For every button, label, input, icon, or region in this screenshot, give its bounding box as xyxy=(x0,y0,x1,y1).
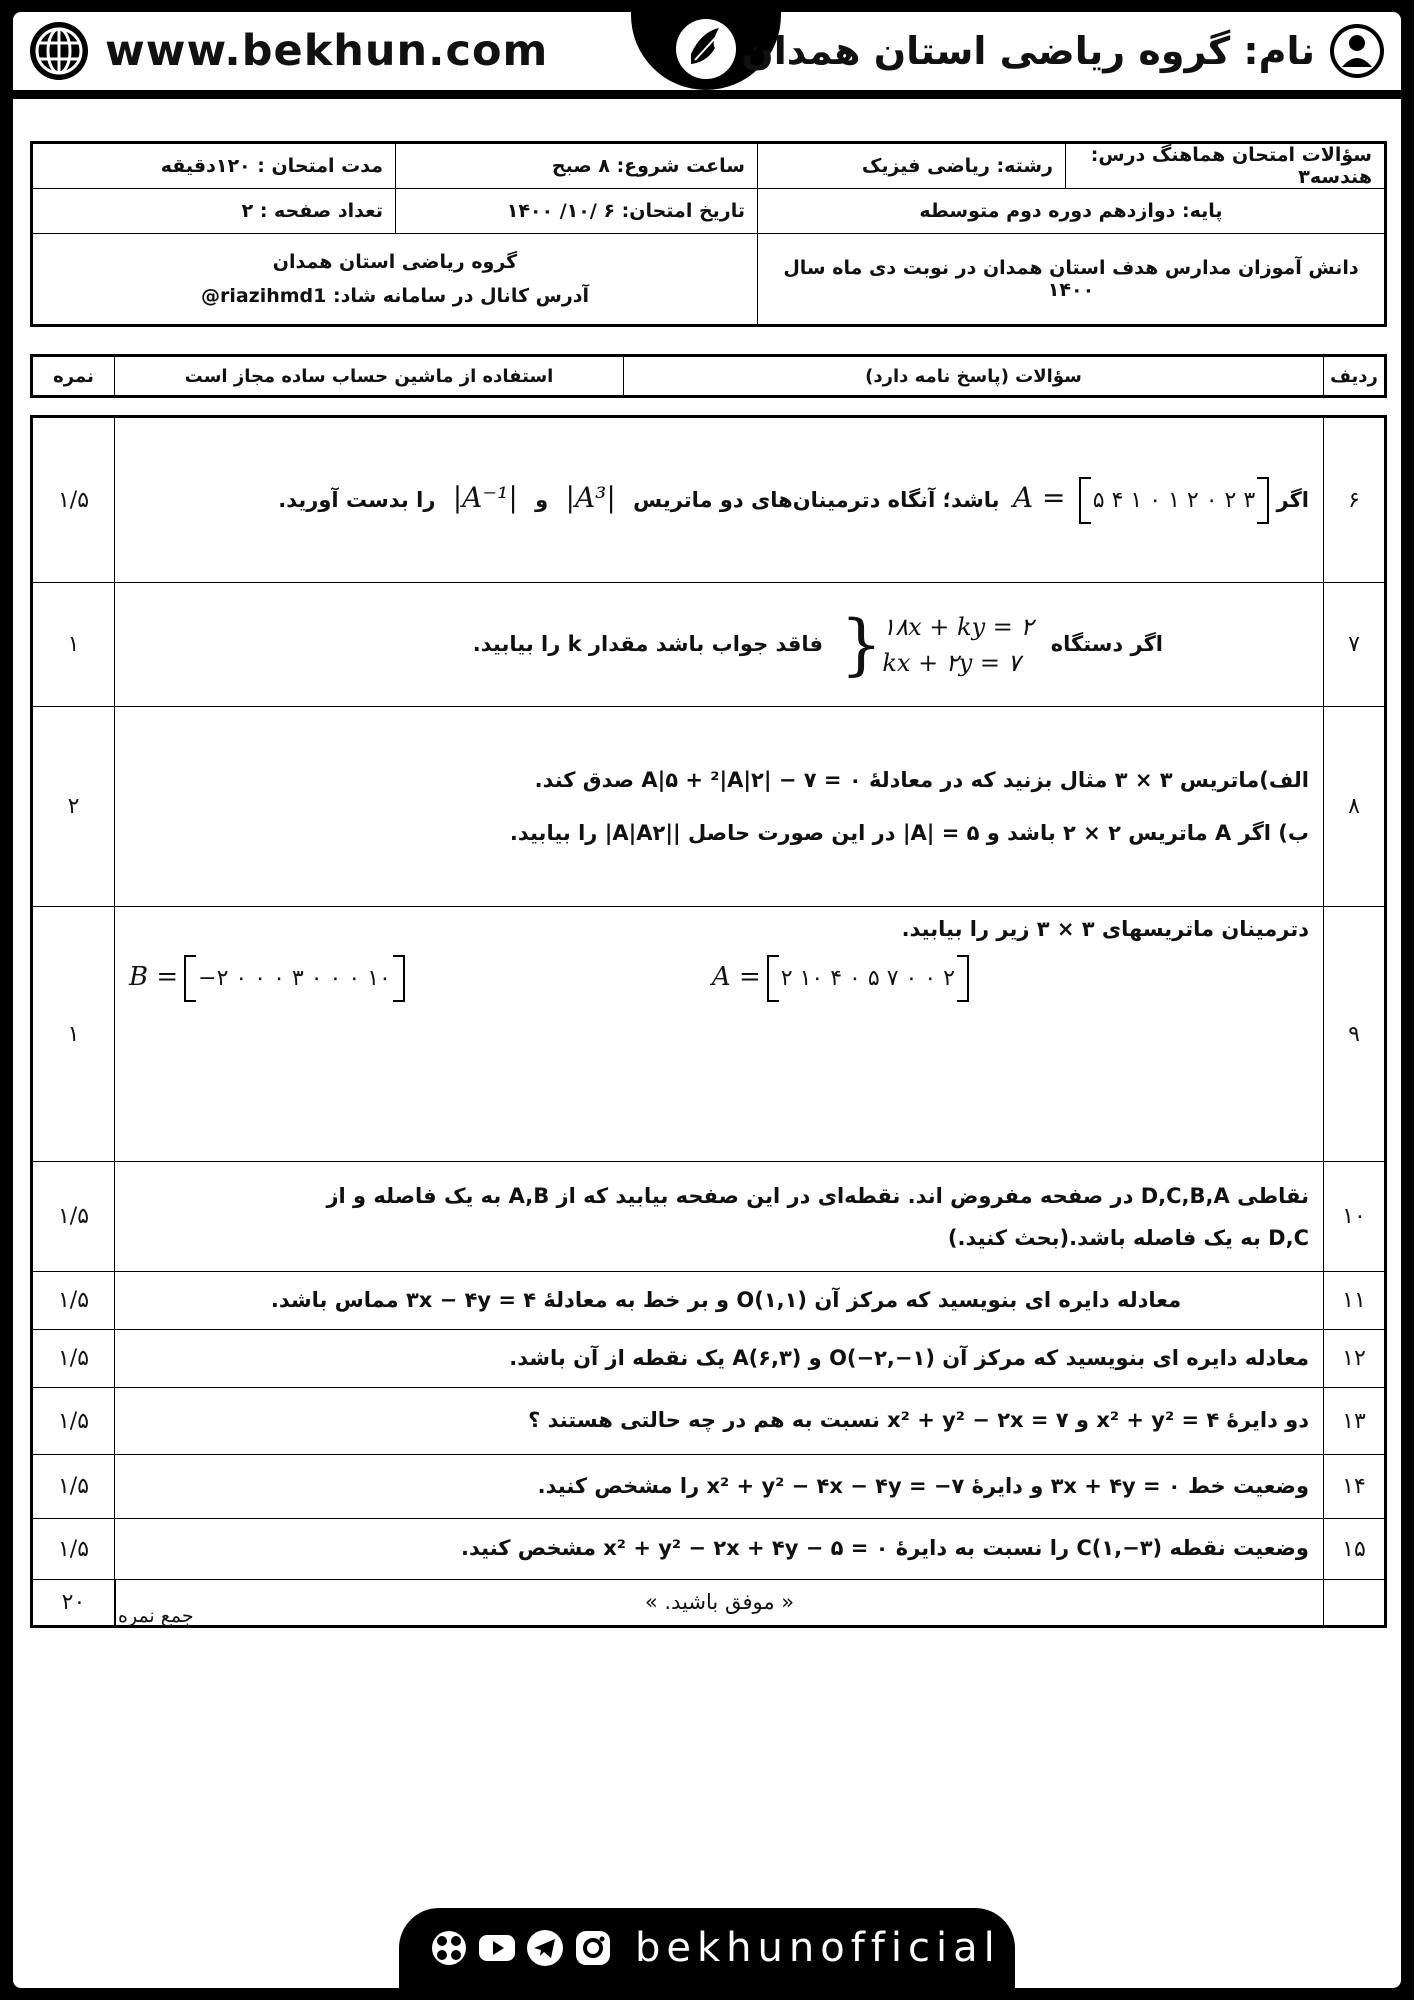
question-score: ۱/۵ xyxy=(32,1330,115,1388)
question-row xyxy=(32,1272,1386,1330)
matrix-cell: ۱۰ xyxy=(799,965,824,991)
social-bar xyxy=(399,1908,1015,1988)
duration-cell: مدت امتحان : ۱۲۰دقیقه xyxy=(32,143,396,189)
header-divider xyxy=(13,90,1401,99)
question-score: ۱/۵ xyxy=(32,417,115,583)
matrix-cell: ۰ xyxy=(254,965,267,991)
question-text: وضعیت خط ۰ = ۳x + ۴y و دایرهٔ ۷− = x² + y² − ۴x − ۴y را مشخص کنید. xyxy=(115,1455,1324,1519)
q10-line2: D,C به یک فاصله باشد.(بحث کنید.) xyxy=(947,1225,1309,1250)
q7-brace: { xyxy=(840,605,883,683)
total-row-content xyxy=(115,1580,1324,1627)
header-left xyxy=(13,12,548,90)
matrix-cell: ۰ xyxy=(1205,488,1218,514)
q6-post: را بدست آورید. xyxy=(278,487,436,512)
matrix-a xyxy=(712,955,969,1002)
question-text: معادله دایره ای بنویسید که مرکز آن O(−۲,−۱) و A(۶,۳) یک نقطه از آن باشد. xyxy=(115,1330,1324,1388)
questions-col-header: سؤالات (پاسخ نامه دارد) xyxy=(624,356,1324,397)
question-text xyxy=(115,583,1324,707)
question-text xyxy=(115,707,1324,907)
total-row-flex xyxy=(115,1580,1323,1625)
question-number: ۱۵ xyxy=(1324,1519,1386,1580)
total-score-cell xyxy=(32,1580,115,1627)
matrix-cell: ۰ xyxy=(905,965,918,991)
q6-det-a3: |A³| xyxy=(565,480,616,514)
q6-matrix-body xyxy=(1079,477,1269,524)
question-number: ۹ xyxy=(1324,907,1386,1162)
matrix-cell: ۳ xyxy=(291,965,304,991)
q6-eq: A = xyxy=(1012,480,1066,514)
bekhun-logo[interactable] xyxy=(671,14,741,84)
question-row xyxy=(32,583,1386,707)
matrix-cell: ۰ xyxy=(348,965,361,991)
exam-info-table xyxy=(30,141,1387,327)
header-right xyxy=(741,12,1401,90)
calculator-note: استفاده از ماشین حساب ساده مجاز است xyxy=(115,356,624,397)
matrix-cell: ۲ xyxy=(1224,488,1237,514)
total-score: ۲۰ xyxy=(61,1590,86,1615)
question-text: وضعیت نقطه C(۱,−۳) را نسبت به دایرهٔ ۰ = x² + y² − ۲x + ۴y − ۵ مشخص کنید. xyxy=(115,1519,1324,1580)
question-row xyxy=(32,707,1386,907)
matrix-cell: ۰ xyxy=(849,965,861,991)
website-link[interactable]: www.bekhun.com xyxy=(105,26,549,76)
matrix-a-body xyxy=(767,955,969,1002)
question-score: ۱/۵ xyxy=(32,1272,115,1330)
question-text xyxy=(115,417,1324,583)
question-number: ۶ xyxy=(1324,417,1386,583)
q10-line1: نقاطی D,C,B,A در صفحه مفروض اند. نقطه‌ای در این صفحه بیابید که از A,B به یک فاصله و از xyxy=(326,1183,1309,1208)
exam-owner-name: نام: گروه ریاضی استان همدان xyxy=(741,29,1315,73)
question-text xyxy=(115,907,1324,1162)
matrix-cell: ۷ xyxy=(886,965,899,991)
matrix-cell: ۲ xyxy=(943,965,955,991)
q7-system xyxy=(840,605,1034,683)
total-label: جمع نمره xyxy=(118,1605,194,1627)
question-text xyxy=(115,1162,1324,1272)
matrix-cell: −۲ xyxy=(198,965,229,991)
group-name: گروه ریاضی استان همدان xyxy=(272,250,518,273)
good-luck-text: « موفق باشید. » xyxy=(644,1589,795,1614)
matrix-cell: ۲ xyxy=(780,965,793,991)
q9-matrices xyxy=(129,947,1309,1002)
total-row xyxy=(32,1580,1386,1627)
site-header xyxy=(13,12,1401,90)
question-score: ۱/۵ xyxy=(32,1388,115,1455)
question-score: ۱ xyxy=(32,583,115,707)
q7-equations xyxy=(882,609,1033,681)
info-row-2 xyxy=(32,189,1386,234)
instagram-icon[interactable] xyxy=(573,1928,613,1968)
matrix-a-grid xyxy=(767,955,969,1002)
question-row xyxy=(32,1388,1386,1455)
question-score: ۱ xyxy=(32,907,115,1162)
matrix-cell: ۵ xyxy=(867,965,880,991)
telegram-icon[interactable] xyxy=(525,1928,565,1968)
question-score: ۱/۵ xyxy=(32,1162,115,1272)
matrix-cell: ۰ xyxy=(924,965,937,991)
matrix-a-label: A = xyxy=(711,962,761,993)
question-row xyxy=(32,1162,1386,1272)
q8-part-b: ب) اگر A ماتریس ۲ × ۲ باشد و ۵ = |A| در این صورت حاصل ||A|A۲| را بیابید. xyxy=(509,820,1309,845)
matrix-cell: ۲ xyxy=(1186,488,1199,514)
question-row xyxy=(32,907,1386,1162)
question-score: ۱/۵ xyxy=(32,1519,115,1580)
group-cell xyxy=(32,234,758,326)
channel-address: آدرس کانال در سامانه شاد: riazihmd1@ xyxy=(200,285,590,307)
question-number: ۱۱ xyxy=(1324,1272,1386,1330)
date-cell: تاریخ امتحان: ۶ /۱۰/ ۱۴۰۰ xyxy=(396,189,758,234)
pages-cell: تعداد صفحه : ۲ xyxy=(32,189,396,234)
matrix-cell: ۴ xyxy=(1111,488,1124,514)
matrix-cell: ۱۰ xyxy=(367,965,391,991)
matrix-cell: ۰ xyxy=(235,965,248,991)
matrix-b-grid xyxy=(184,955,405,1002)
q9-text: دترمینان ماتریسهای ۳ × ۳ زیر را بیابید. xyxy=(901,917,1309,941)
matrix-cell: ۰ xyxy=(1149,488,1162,514)
matrix-cell: ۱ xyxy=(1130,488,1143,514)
matrix-cell: ۰ xyxy=(329,965,342,991)
questions-header-row xyxy=(32,356,1386,397)
question-number: ۱۴ xyxy=(1324,1455,1386,1519)
q7-pre: اگر دستگاه xyxy=(1050,631,1163,656)
question-number: ۱۳ xyxy=(1324,1388,1386,1455)
question-text: معادله دایره ای بنویسید که مرکز آن O(۱,۱) و بر خط به معادلهٔ ۴ = ۳x − ۴y مماس باشد. xyxy=(115,1272,1324,1330)
question-row xyxy=(32,1330,1386,1388)
score-col-header: نمره xyxy=(32,356,115,397)
question-score: ۲ xyxy=(32,707,115,907)
question-number: ۱۰ xyxy=(1324,1162,1386,1272)
q7-eq1: ۱۸x + ky = ۲ xyxy=(882,612,1034,641)
q6-det-ainv: |A⁻¹| xyxy=(452,480,518,514)
question-row xyxy=(32,417,1386,583)
question-number: ۱۲ xyxy=(1324,1330,1386,1388)
info-row-1 xyxy=(32,143,1386,189)
exam-page xyxy=(13,12,1401,1988)
social-handle[interactable]: bekhunofficial xyxy=(635,1925,1001,1971)
start-time-cell: ساعت شروع: ۸ صبح xyxy=(396,143,758,189)
q6-and: و xyxy=(535,487,549,512)
total-divider xyxy=(115,1580,116,1625)
question-row xyxy=(32,1519,1386,1580)
questions-table xyxy=(30,415,1387,1628)
questions-header-table xyxy=(30,354,1387,398)
question-score: ۱/۵ xyxy=(32,1455,115,1519)
matrix-cell: ۵ xyxy=(1092,488,1105,514)
q8-part-a: الف)ماتریس ۳ × ۳ مثال بزنید که در معادلهٔ ۰ = ۷ − |A|۵ + ²|A|۲ صدق کند. xyxy=(534,768,1309,792)
matrix-cell: ۰ xyxy=(310,965,323,991)
question-text: دو دایرهٔ ۴ = x² + y² و ۷ = x² + y² − ۲x نسبت به هم در چه حالتی هستند ؟ xyxy=(115,1388,1324,1455)
row-col-header: ردیف xyxy=(1324,356,1386,397)
question-row xyxy=(32,1455,1386,1519)
q6-text: باشد؛ آنگاه دترمینان‌های دو ماتریس xyxy=(633,487,1000,512)
field-cell: رشته: ریاضی فیزیک xyxy=(758,143,1066,189)
q7-post: فاقد جواب باشد مقدار k را بیابید. xyxy=(472,631,824,656)
globe-icon[interactable] xyxy=(27,19,91,83)
aparat-icon[interactable] xyxy=(429,1928,469,1968)
matrix-cell: ۳ xyxy=(1243,488,1256,514)
question-number: ۸ xyxy=(1324,707,1386,907)
info-row-3 xyxy=(32,234,1386,326)
students-cell: دانش آموزان مدارس هدف استان همدان در نوبت دی ماه سال ۱۴۰۰ xyxy=(758,234,1386,326)
q7-eq2: kx + ۲y = ۷ xyxy=(882,648,1021,677)
q6-pre: اگر xyxy=(1276,487,1309,512)
question-number: ۷ xyxy=(1324,583,1386,707)
matrix-cell: ۰ xyxy=(273,965,285,991)
total-row-blank xyxy=(1324,1580,1386,1627)
matrix-b-label: B = xyxy=(129,962,179,993)
user-icon xyxy=(1327,21,1387,81)
grade-cell: پایه: دوازدهم دوره دوم متوسطه xyxy=(758,189,1386,234)
matrix-b-body xyxy=(184,955,405,1002)
q6-matrix xyxy=(1079,477,1269,524)
matrix-b xyxy=(129,955,405,1002)
matrix-cell: ۴ xyxy=(830,965,843,991)
course-cell: سؤالات امتحان هماهنگ درس: هندسه۳ xyxy=(1066,143,1386,189)
matrix-cell: ۱ xyxy=(1168,488,1180,514)
youtube-icon[interactable] xyxy=(477,1928,517,1968)
